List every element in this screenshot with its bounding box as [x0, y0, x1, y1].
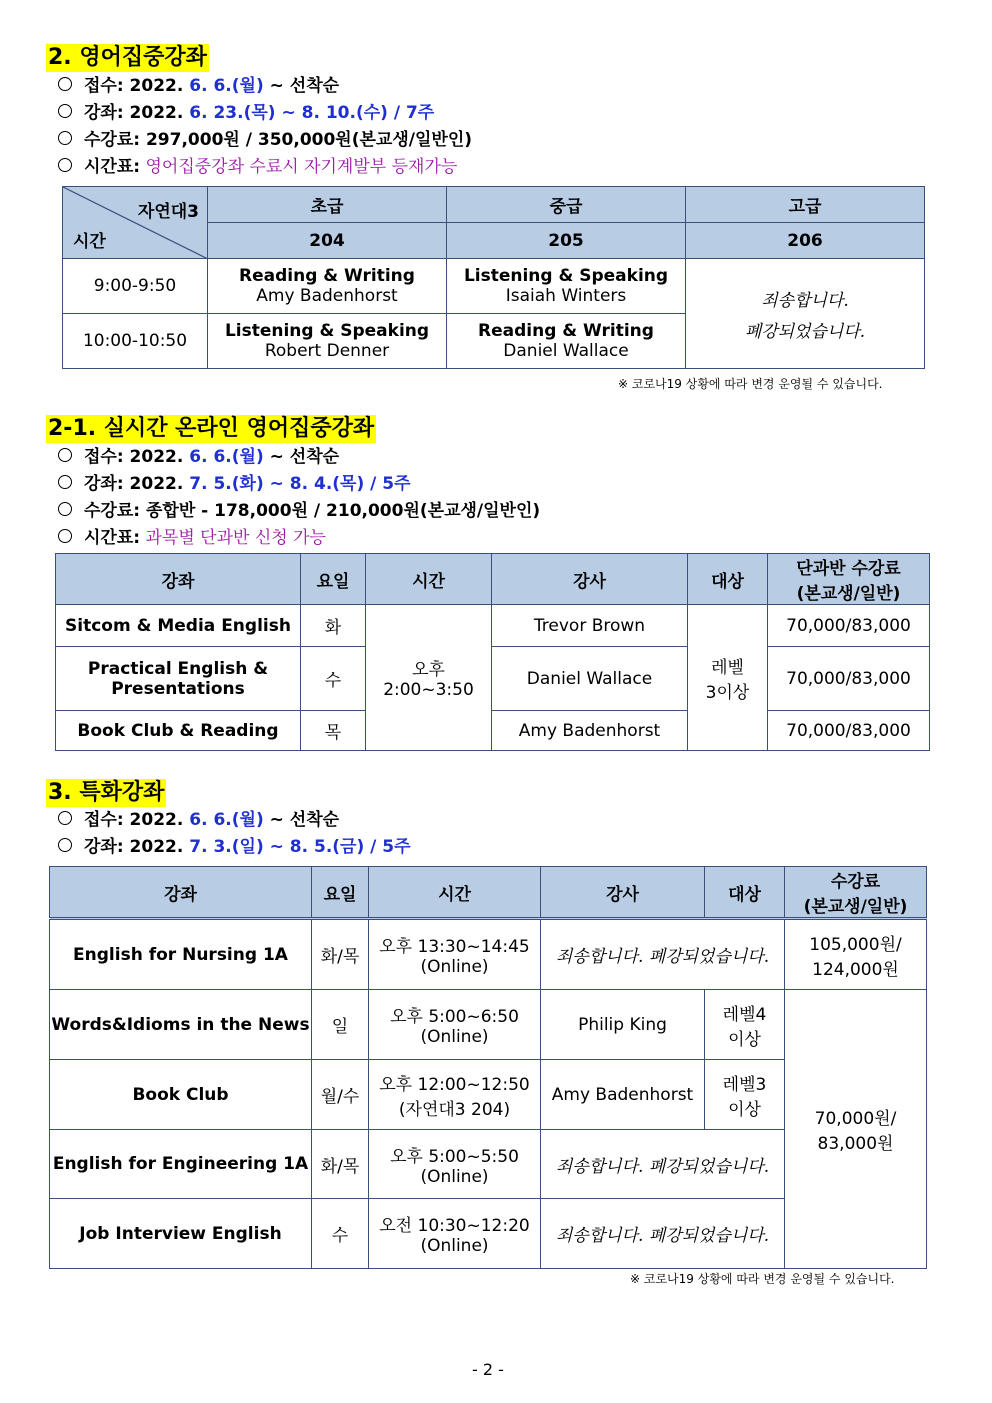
- class-cell: Listening & Speaking Robert Denner: [208, 314, 447, 369]
- day-cell: 화: [301, 605, 366, 647]
- time-cell: 오후 12:00~12:50 (자연대3 204): [369, 1060, 541, 1130]
- header-day: 요일: [301, 554, 366, 605]
- header-course: 강좌: [56, 554, 301, 605]
- corner-bottom-label: 시간: [73, 232, 106, 252]
- day-cell: 화/목: [312, 919, 369, 990]
- header-target: 대상: [705, 867, 785, 919]
- s21-timetable: 시간표: 과목별 단과반 신청 가능: [58, 526, 326, 550]
- header-course: 강좌: [50, 867, 312, 919]
- fee-cell-shared: 70,000원/ 83,000원: [785, 990, 927, 1269]
- course-cell: Sitcom & Media English: [56, 605, 301, 647]
- circle-bullet-icon: [58, 502, 72, 516]
- circle-bullet-icon: [58, 77, 72, 91]
- level-intermediate: 중급: [447, 187, 686, 223]
- target-cell: 레벨4 이상: [705, 990, 785, 1060]
- course-cell: Book Club: [50, 1060, 312, 1130]
- time-cell: 10:00-10:50: [63, 314, 208, 369]
- time-cell: 오전 10:30~12:20 (Online): [369, 1199, 541, 1269]
- teacher-cell: Daniel Wallace: [492, 647, 688, 711]
- time-cell: 9:00-9:50: [63, 259, 208, 314]
- table-row: [50, 990, 927, 1060]
- course-cell: Book Club & Reading: [56, 711, 301, 751]
- circle-bullet-icon: [58, 475, 72, 489]
- course-cell: Practical English & Presentations: [56, 647, 301, 711]
- s21-course-period: 강좌: 2022. 7. 5.(화) ~ 8. 4.(목) / 5주: [58, 472, 411, 496]
- room-205: 205: [447, 223, 686, 259]
- cancelled-cell: 죄송합니다. 폐강되었습니다.: [541, 1130, 785, 1199]
- circle-bullet-icon: [58, 158, 72, 172]
- fee-cell: 105,000원/ 124,000원: [785, 919, 927, 990]
- class-cell: Reading & Writing Amy Badenhorst: [208, 259, 447, 314]
- header-teacher: 강사: [492, 554, 688, 605]
- cancelled-cell: 죄송합니다. 폐강되었습니다.: [686, 259, 925, 369]
- section-3-title: 3. 특화강좌: [48, 780, 165, 805]
- table-row: [56, 647, 930, 711]
- table-row: [63, 259, 925, 314]
- teacher-cell: Philip King: [541, 990, 705, 1060]
- level-beginner: 초급: [208, 187, 447, 223]
- s3-course-period: 강좌: 2022. 7. 3.(일) ~ 8. 5.(금) / 5주: [58, 835, 411, 859]
- s21-registration: 접수: 2022. 6. 6.(월) ~ 선착순: [58, 445, 339, 469]
- page-number: - 2 -: [472, 1360, 504, 1379]
- fee-cell: 70,000/83,000: [768, 605, 930, 647]
- covid-note: ※ 코로나19 상황에 따라 변경 운영될 수 있습니다.: [618, 377, 883, 391]
- day-cell: 월/수: [312, 1060, 369, 1130]
- s3-course-table: [49, 866, 927, 1269]
- teacher-cell: Trevor Brown: [492, 605, 688, 647]
- time-cell: 오후 5:00~5:50 (Online): [369, 1130, 541, 1199]
- circle-bullet-icon: [58, 448, 72, 462]
- circle-bullet-icon: [58, 131, 72, 145]
- fee-cell: 70,000/83,000: [768, 647, 930, 711]
- day-cell: 일: [312, 990, 369, 1060]
- circle-bullet-icon: [58, 529, 72, 543]
- corner-header: [63, 187, 208, 259]
- course-cell: Words&Idioms in the News: [50, 990, 312, 1060]
- day-cell: 수: [312, 1199, 369, 1269]
- course-cell: English for Engineering 1A: [50, 1130, 312, 1199]
- circle-bullet-icon: [58, 811, 72, 825]
- s2-timetable: 시간표: 영어집중강좌 수료시 자기계발부 등재가능: [58, 155, 457, 179]
- header-fee: 단과반 수강료 (본교생/일반): [768, 554, 930, 605]
- header-fee: 수강료 (본교생/일반): [785, 867, 927, 919]
- corner-top-label: 자연대3: [137, 202, 199, 222]
- level-advanced: 고급: [686, 187, 925, 223]
- time-cell: 오후 5:00~6:50 (Online): [369, 990, 541, 1060]
- course-cell: Job Interview English: [50, 1199, 312, 1269]
- time-cell: 오후 13:30~14:45 (Online): [369, 919, 541, 990]
- day-cell: 화/목: [312, 1130, 369, 1199]
- teacher-cell: Amy Badenhorst: [492, 711, 688, 751]
- circle-bullet-icon: [58, 104, 72, 118]
- s21-fee: 수강료: 종합반 - 178,000원 / 210,000원(본교생/일반인): [58, 499, 540, 523]
- circle-bullet-icon: [58, 838, 72, 852]
- cancelled-cell: 죄송합니다. 폐강되었습니다.: [541, 919, 785, 990]
- s2-fee: 수강료: 297,000원 / 350,000원(본교생/일반인): [58, 128, 472, 152]
- header-target: 대상: [688, 554, 768, 605]
- day-cell: 수: [301, 647, 366, 711]
- header-day: 요일: [312, 867, 369, 919]
- header-time: 시간: [369, 867, 541, 919]
- room-204: 204: [208, 223, 447, 259]
- s3-registration: 접수: 2022. 6. 6.(월) ~ 선착순: [58, 808, 339, 832]
- course-cell: English for Nursing 1A: [50, 919, 312, 990]
- cancelled-cell: 죄송합니다. 폐강되었습니다.: [541, 1199, 785, 1269]
- teacher-cell: Amy Badenhorst: [541, 1060, 705, 1130]
- room-206: 206: [686, 223, 925, 259]
- header-teacher: 강사: [541, 867, 705, 919]
- s2-registration: 접수: 2022. 6. 6.(월) ~ 선착순: [58, 74, 339, 98]
- s21-course-table: [55, 553, 930, 751]
- class-cell: Reading & Writing Daniel Wallace: [447, 314, 686, 369]
- fee-cell: 70,000/83,000: [768, 711, 930, 751]
- target-cell: 레벨3 이상: [705, 1060, 785, 1130]
- s2-timetable-table: [62, 186, 925, 369]
- target-cell: 레벨 3이상: [688, 605, 768, 751]
- covid-note: ※ 코로나19 상황에 따라 변경 운영될 수 있습니다.: [630, 1272, 895, 1286]
- s2-course-period: 강좌: 2022. 6. 23.(목) ~ 8. 10.(수) / 7주: [58, 101, 434, 125]
- section-2-title: 2. 영어집중강좌: [48, 45, 207, 70]
- table-row: [56, 711, 930, 751]
- day-cell: 목: [301, 711, 366, 751]
- table-row: [56, 605, 930, 647]
- table-row: [50, 919, 927, 990]
- section-2-1-title: 2-1. 실시간 온라인 영어집중강좌: [48, 416, 375, 441]
- header-time: 시간: [366, 554, 492, 605]
- class-cell: Listening & Speaking Isaiah Winters: [447, 259, 686, 314]
- time-cell: 오후 2:00~3:50: [366, 605, 492, 751]
